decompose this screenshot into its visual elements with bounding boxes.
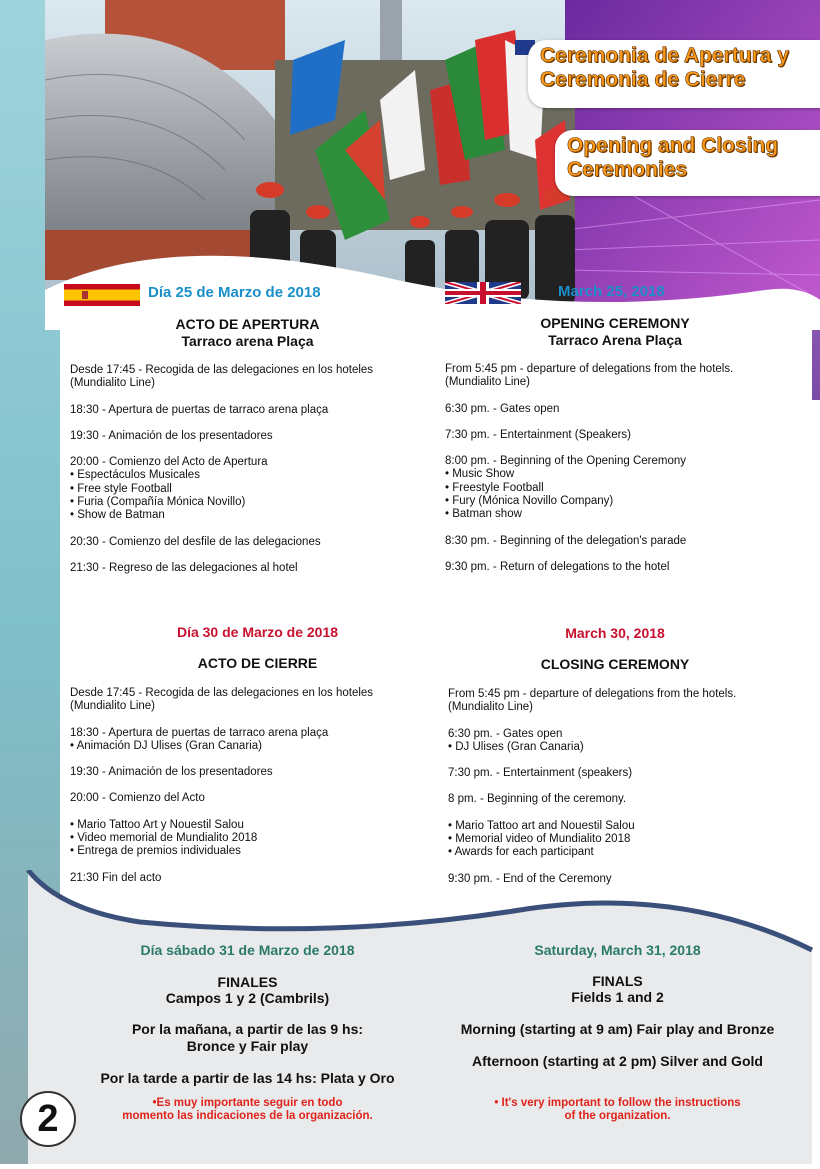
finals-title-en: FINALS	[592, 973, 643, 989]
schedule-line: Desde 17:45 - Recogida de las delegaciones en los hoteles	[70, 364, 374, 376]
closing-schedule-en	[448, 688, 808, 886]
schedule-line: • Furia (Compañía Mónica Novillo)	[70, 496, 246, 509]
schedule-line: 9:30 pm. - Return of delegations to the hotel	[445, 560, 670, 573]
schedule-line: 6:30 pm. - Gates open	[448, 727, 563, 740]
schedule-line: Desde 17:45 - Recogida de las delegaciones en los hoteles	[70, 687, 374, 699]
schedule-line	[70, 523, 430, 536]
schedule-line: • Batman show	[445, 508, 522, 521]
schedule-line	[448, 807, 808, 820]
opening-venue-es: Tarraco arena Plaça	[181, 333, 314, 349]
schedule-line: • Music Show	[445, 468, 515, 481]
opening-title-en: OPENING CEREMONY	[540, 315, 690, 331]
schedule-line	[448, 754, 808, 767]
opening-venue-en: Tarraco Arena Plaça	[548, 332, 682, 348]
schedule-line: • Fury (Mónica Novillo Company)	[445, 495, 614, 508]
schedule-line: • Entrega de premios individuales	[70, 845, 241, 858]
uk-flag-icon	[445, 282, 521, 304]
finals-note-en-1: • It's very important to follow the instructions	[494, 1097, 741, 1109]
schedule-line: 19:30 - Animación de los presentadores	[70, 429, 273, 442]
schedule-line: • Espectáculos Musicales	[70, 469, 200, 482]
schedule-line: (Mundialito Line)	[445, 376, 531, 389]
schedule-line: 19:30 - Animación de los presentadores	[70, 766, 273, 779]
schedule-line: From 5:45 pm - departure of delegations from the hotels.	[448, 688, 737, 700]
schedule-line	[445, 548, 805, 561]
schedule-line: 18:30 - Apertura de puertas de tarraco arena plaça	[70, 726, 329, 739]
finals-date-es: Día sábado 31 de Marzo de 2018	[140, 942, 355, 958]
finals-fields-es: Campos 1 y 2 (Cambrils)	[165, 990, 330, 1006]
finals-title-es: FINALES	[217, 974, 278, 990]
spain-flag-icon	[64, 284, 140, 306]
closing-date-en-wrap	[430, 625, 800, 643]
closing-schedule-es	[70, 687, 430, 885]
schedule-line	[70, 443, 430, 456]
finals-morning-es-1: Por la mañana, a partir de las 9 hs:	[131, 1021, 364, 1037]
opening-date-es: Día 25 de Marzo de 2018	[148, 284, 321, 301]
finals-note-es-1: •Es muy importante seguir en todo	[152, 1097, 343, 1109]
schedule-line	[70, 714, 430, 727]
finals-note-en-2: of the organization.	[564, 1110, 671, 1122]
schedule-line: • Mario Tattoo Art y Nouestil Salou	[70, 818, 244, 831]
finals-afternoon-es: Por la tarde a partir de las 14 hs: Plata y Oro	[100, 1070, 395, 1086]
finals-date-en: Saturday, March 31, 2018	[534, 942, 701, 958]
schedule-line: • DJ Ulises (Gran Canaria)	[448, 740, 584, 753]
schedule-line	[70, 549, 430, 562]
schedule-line: (Mundialito Line)	[448, 701, 534, 714]
schedule-line: • Memorial video of Mundialito 2018	[448, 833, 631, 846]
schedule-line	[70, 753, 430, 766]
schedule-line	[445, 416, 805, 429]
schedule-line: • Awards for each participant	[448, 846, 594, 859]
schedule-line: • Mario Tattoo art and Nouestil Salou	[448, 819, 635, 832]
schedule-line: 8:00 pm. - Beginning of the Opening Ceremony	[445, 455, 687, 468]
opening-schedule-en	[445, 363, 805, 574]
closing-title-en: CLOSING CEREMONY	[540, 656, 690, 672]
schedule-line: • Freestyle Football	[445, 481, 544, 494]
opening-title-es: ACTO DE APERTURA	[175, 316, 320, 332]
finals-fields-en: Fields 1 and 2	[571, 989, 664, 1005]
schedule-line: From 5:45 pm - departure of delegations from the hotels.	[445, 363, 734, 375]
finals-date-en-wrap	[430, 942, 805, 960]
title-spanish: Ceremonia de Apertura y Ceremonia de Cierre	[540, 44, 789, 91]
schedule-line: 8 pm. - Beginning of the ceremony.	[448, 793, 627, 806]
schedule-line: 18:30 - Apertura de puertas de tarraco arena plaça	[70, 403, 329, 416]
schedule-line	[70, 417, 430, 430]
schedule-line: • Show de Batman	[70, 509, 165, 522]
schedule-line: (Mundialito Line)	[70, 700, 156, 713]
schedule-line: (Mundialito Line)	[70, 377, 156, 390]
closing-date-es-wrap	[60, 624, 455, 642]
schedule-line: 20:00 - Comienzo del Acto	[70, 792, 205, 805]
schedule-line	[70, 391, 430, 404]
opening-date-en: March 25, 2018	[558, 283, 665, 300]
schedule-line: 7:30 pm. - Entertainment (Speakers)	[445, 428, 631, 441]
schedule-line: • Animación DJ Ulises (Gran Canaria)	[70, 739, 262, 752]
title-box-spanish	[528, 40, 820, 108]
schedule-line: 21:30 - Regreso de las delegaciones al hotel	[70, 561, 298, 574]
schedule-line	[445, 442, 805, 455]
closing-date-es: Día 30 de Marzo de 2018	[176, 624, 339, 640]
title-box-english	[555, 130, 820, 196]
schedule-line	[448, 715, 808, 728]
schedule-line: 7:30 pm. - Entertainment (speakers)	[448, 767, 633, 780]
finals-date-es-wrap	[60, 942, 435, 960]
schedule-line: • Video memorial de Mundialito 2018	[70, 832, 258, 845]
schedule-line	[70, 779, 430, 792]
schedule-line	[448, 780, 808, 793]
finals-morning-es-2: Bronce y Fair play	[186, 1038, 309, 1054]
title-english: Opening and Closing Ceremonies	[567, 134, 779, 181]
opening-header-en	[430, 315, 800, 349]
finals-morning-en: Morning (starting at 9 am) Fair play and Bronze	[460, 1021, 775, 1037]
opening-schedule-es	[70, 364, 430, 575]
schedule-line: 6:30 pm. - Gates open	[445, 402, 560, 415]
closing-date-en: March 30, 2018	[565, 625, 665, 641]
closing-title-es: ACTO DE CIERRE	[197, 655, 318, 671]
schedule-line: 9:30 pm. - End of the Ceremony	[448, 872, 612, 885]
schedule-line: 20:30 - Comienzo del desfile de las delegaciones	[70, 535, 321, 548]
opening-header-es	[60, 316, 435, 350]
finals-afternoon-en: Afternoon (starting at 2 pm) Silver and Gold	[472, 1053, 763, 1069]
schedule-line	[445, 522, 805, 535]
schedule-line	[445, 390, 805, 403]
page-number: 2	[20, 1091, 76, 1147]
schedule-line	[70, 806, 430, 819]
schedule-line: • Free style Football	[70, 482, 172, 495]
schedule-line: 21:30 Fin del acto	[70, 871, 162, 884]
schedule-line: 8:30 pm. - Beginning of the delegation's parade	[445, 534, 687, 547]
finals-note-es-2: momento las indicaciones de la organización.	[122, 1110, 373, 1122]
schedule-line: 20:00 - Comienzo del Acto de Apertura	[70, 456, 268, 469]
